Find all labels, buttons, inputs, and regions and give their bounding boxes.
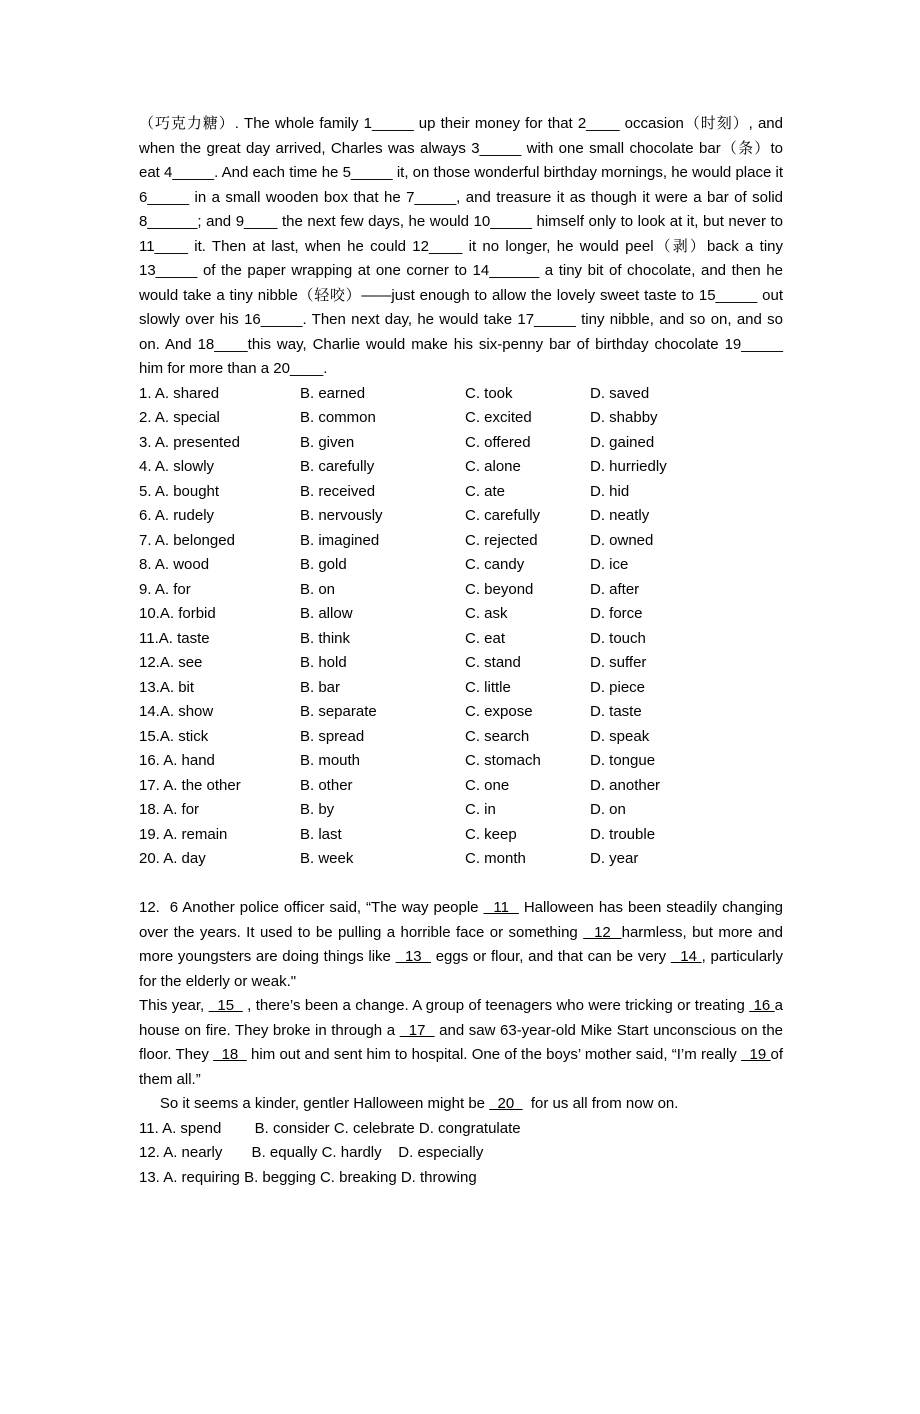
option-cell: 4. A. slowly (139, 458, 215, 475)
option-cell: D. trouble (590, 825, 656, 843)
numbered-blank: 16 (749, 997, 775, 1014)
option-cell: 17. A. the other (139, 776, 241, 794)
option-cell: C. search (465, 727, 530, 745)
passage-text: 12. 6 Another police officer said, “The way people (139, 899, 484, 916)
option-cell: 12.A. see (139, 654, 203, 671)
option-cell: C. carefully (465, 507, 541, 524)
option-cell: C. little (465, 678, 511, 696)
option-cell: B. last (300, 825, 342, 843)
option-row (139, 431, 783, 456)
numbered-blank: 12 (583, 923, 622, 941)
option-cell: D. speak (590, 727, 650, 745)
option-line: 12. A. nearly B. equally C. hardly D. especially (139, 1144, 484, 1161)
option-cell: B. by (300, 801, 335, 818)
option-row (139, 529, 783, 554)
option-row (139, 602, 783, 627)
option-cell: D. neatly (590, 507, 650, 524)
option-cell: C. excited (465, 409, 532, 426)
option-cell: C. ate (465, 482, 506, 500)
option-cell: 1. A. shared (139, 384, 220, 402)
option-cell: C. stomach (465, 752, 541, 769)
option-cell: B. bar (300, 678, 341, 696)
option-cell: D. taste (590, 703, 642, 720)
option-cell: 9. A. for (139, 580, 191, 598)
option-cell: C. candy (465, 556, 525, 573)
option-cell: D. shabby (590, 409, 658, 426)
cloze-passage-2 (139, 896, 783, 1117)
option-cell: C. ask (465, 605, 508, 622)
option-cell: B. common (300, 409, 376, 426)
passage-text: of them all.” (139, 1046, 784, 1088)
option-row (139, 382, 783, 407)
option-cell: C. month (465, 850, 526, 867)
option-cell: D. gained (590, 433, 655, 451)
option-row (139, 847, 783, 872)
option-cell: B. mouth (300, 752, 361, 769)
option-cell: D. tongue (590, 752, 656, 769)
cloze-options-1-table (139, 382, 783, 872)
option-row (139, 480, 783, 505)
option-cell: C. beyond (465, 580, 534, 598)
option-cell: B. nervously (300, 507, 383, 524)
option-cell: 8. A. wood (139, 556, 210, 573)
option-cell: 11.A. taste (139, 629, 210, 647)
option-cell: 20. A. day (139, 850, 206, 867)
cloze-options-2-list (139, 1117, 783, 1191)
passage-text: for us all from now on. (522, 1095, 679, 1112)
option-row (139, 676, 783, 701)
option-cell: B. think (300, 629, 351, 647)
option-cell: 16. A. hand (139, 752, 215, 769)
numbered-blank: 19 (741, 1046, 771, 1063)
option-row (139, 553, 783, 578)
option-cell: B. given (300, 433, 355, 451)
option-row (139, 651, 783, 676)
option-cell: C. alone (465, 458, 521, 475)
option-cell: 3. A. presented (139, 433, 240, 451)
option-cell: D. after (590, 580, 640, 598)
option-row (139, 749, 783, 774)
passage-text: and saw 63-year-old Mike Start unconscious on the floor. They (139, 1021, 784, 1063)
option-cell: B. imagined (300, 531, 380, 549)
passage-paragraph (139, 896, 783, 994)
option-cell: B. carefully (300, 458, 375, 475)
option-row (139, 798, 783, 823)
option-row (139, 578, 783, 603)
numbered-blank: 17 (399, 1021, 435, 1039)
option-cell: B. received (300, 482, 376, 500)
option-cell: 14.A. show (139, 703, 214, 720)
option-cell: D. suffer (590, 654, 647, 671)
passage-text: This year, (139, 997, 209, 1014)
option-cell: 19. A. remain (139, 825, 228, 843)
option-cell: 5. A. bought (139, 482, 220, 500)
option-cell: B. week (300, 850, 354, 867)
option-cell: D. on (590, 801, 626, 818)
passage-text: a house on fire. They broke in through a (139, 997, 783, 1039)
option-cell: D. ice (590, 556, 629, 573)
option-cell: D. year (590, 850, 639, 867)
option-cell: B. spread (300, 727, 365, 745)
passage-text: him out and sent him to hospital. One of the boys’ mother said, “I’m really (246, 1046, 742, 1063)
option-cell: C. one (465, 776, 510, 794)
passage-text: Halloween has been steadily changing over the years. It used to be pulling a horrible face or something (139, 899, 784, 941)
option-row (139, 700, 783, 725)
option-cell: D. saved (590, 384, 650, 402)
passage-paragraph (139, 994, 783, 1092)
numbered-blank: 18 (213, 1046, 247, 1063)
option-cell: D. another (590, 776, 661, 794)
option-row (139, 406, 783, 431)
option-cell: C. in (465, 801, 496, 818)
option-cell: 13.A. bit (139, 678, 195, 696)
option-cell: D. owned (590, 531, 654, 549)
passage-paragraph (139, 1092, 783, 1117)
option-cell: C. expose (465, 703, 533, 720)
numbered-blank: 20 (489, 1095, 523, 1112)
option-cell: 6. A. rudely (139, 507, 215, 524)
option-line: 11. A. spend B. consider C. celebrate D. congratulate (139, 1119, 521, 1137)
option-cell: 7. A. belonged (139, 531, 235, 549)
option-row (139, 823, 783, 848)
option-row (139, 455, 783, 480)
numbered-blank: 13 (395, 948, 432, 965)
option-cell: D. touch (590, 629, 646, 647)
passage-text: harmless, but more and more youngsters are doing things like (139, 923, 783, 965)
passage-text: , particularly for the elderly or weak." (139, 948, 783, 990)
cloze-passage-1: （巧克力糖）. The whole family 1_____ up their money for that 2____ occasion（时刻）, and when the great day arrived, Charles was always 3_____ with one small chocolate bar（条）to eat 4_____. And each time he 5_____ it, on those wonderful birthday mornings, he would place it 6_____ in a small wooden box that he 7_____, and treasure it as though it were a bar of solid 8______; and 9____ the next few days, he would 10_____ himself only to look at it, but never to 11____ it. Then at last, when he could 12____ it no longer, he would peel（剥）back a tiny 13_____ of the paper wrapping at one corner to 14______ a tiny bit of chocolate, and then he would take a tiny nibble（轻咬）——just enough to allow the lovely sweet taste to 15_____ out slowly over his 16_____. Then next day, he would take 17_____ tiny nibble, and so on, and so on. And 18____this way, Charlie would make his six-penny bar of birthday chocolate 19_____ him for more than a 20____. (139, 115, 783, 377)
option-cell: C. rejected (465, 531, 538, 549)
option-cell: B. other (300, 776, 353, 794)
option-row (139, 627, 783, 652)
option-line: 13. A. requiring B. begging C. breaking D. throwing (139, 1168, 477, 1186)
option-cell: B. earned (300, 384, 366, 402)
option-row (139, 504, 783, 529)
option-cell: C. stand (465, 654, 521, 671)
option-cell: D. hurriedly (590, 458, 667, 475)
option-cell: D. force (590, 605, 643, 622)
option-cell: 10.A. forbid (139, 605, 216, 622)
option-cell: C. keep (465, 825, 517, 843)
option-row (139, 725, 783, 750)
passage-text: , there’s been a change. A group of teenagers who were tricking or treating (242, 997, 750, 1014)
option-cell: 18. A. for (139, 801, 200, 818)
option-cell: 15.A. stick (139, 727, 209, 745)
option-cell: B. allow (300, 605, 353, 622)
option-cell: B. on (300, 580, 336, 598)
option-cell: C. took (465, 384, 513, 402)
option-cell: D. piece (590, 678, 646, 696)
option-cell: C. offered (465, 433, 531, 451)
passage-text: eggs or flour, and that can be very (431, 948, 671, 965)
numbered-blank: 15 (208, 997, 243, 1014)
option-cell: 2. A. special (139, 409, 220, 426)
document-page (139, 112, 783, 1190)
option-cell: B. gold (300, 556, 347, 573)
numbered-blank: 11 (483, 899, 519, 916)
option-cell: B. separate (300, 703, 377, 720)
option-row (139, 774, 783, 799)
option-cell: C. eat (465, 629, 506, 647)
numbered-blank: 14 (670, 948, 702, 965)
passage-text: So it seems a kinder, gentler Halloween might be (139, 1095, 490, 1112)
option-cell: D. hid (590, 482, 630, 500)
option-cell: B. hold (300, 654, 347, 671)
